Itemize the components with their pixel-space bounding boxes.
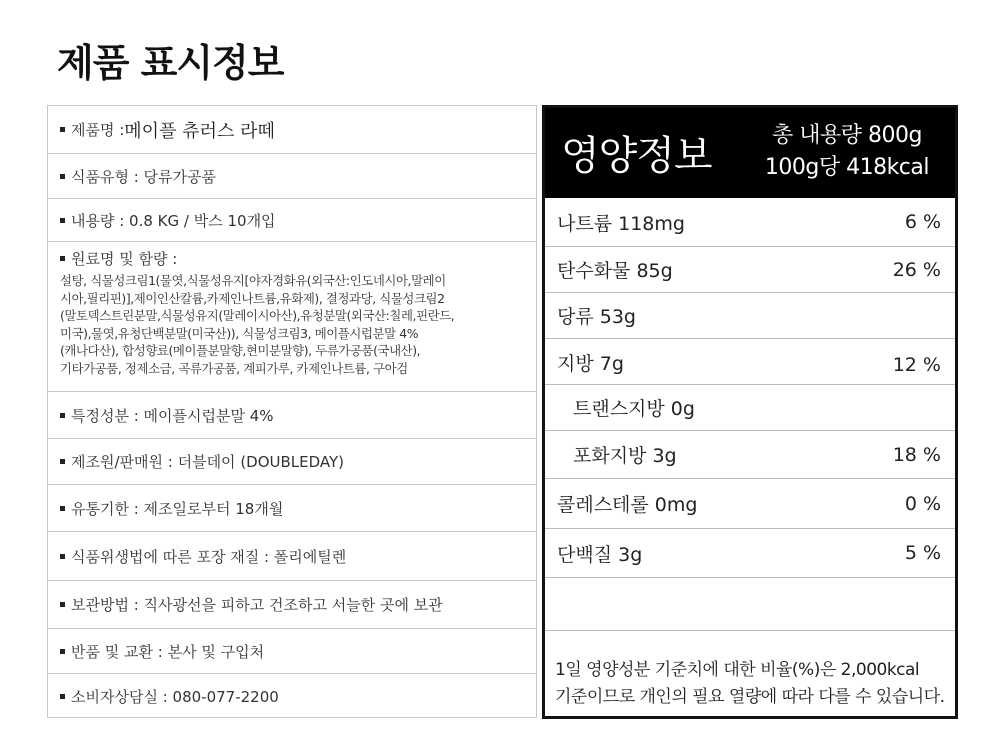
- bullet-icon: [60, 413, 65, 418]
- nutrient-row-cholesterol: [545, 479, 955, 529]
- expiry-text: 유통기한 : 제조일로부터 18개월: [71, 499, 284, 518]
- bullet-icon: [60, 218, 65, 223]
- nutrient-row-sugars: [545, 293, 955, 339]
- nutrient-name: 나트륨 118mg: [557, 212, 685, 235]
- ingredients-label: 원료명 및 함량 :: [71, 250, 178, 268]
- bullet-icon: [60, 554, 65, 559]
- nutrient-row-protein: [545, 529, 955, 578]
- ingredients-heading: [60, 248, 536, 269]
- ingredients-line: 설탕, 식물성크림1(물엿,식물성유지[야자경화유(외국산:인도네시아,말레이: [60, 273, 446, 288]
- total-volume: 총 내용량 800g: [771, 123, 922, 148]
- nutrient-percent: 26 %: [892, 258, 941, 281]
- nutrient-name: 지방 7g: [557, 353, 624, 375]
- packaging-row: [48, 532, 536, 581]
- nutrition-footnote: [545, 651, 955, 716]
- nutrition-panel: [542, 105, 958, 719]
- volume-text: 내용량 : 0.8 KG / 박스 10개입: [71, 211, 276, 230]
- packaging-text: 식품위생법에 따른 포장 재질 : 폴리에틸렌: [71, 547, 347, 566]
- ingredients-row: [48, 242, 536, 392]
- bullet-icon: [60, 694, 65, 699]
- manufacturer-text: 제조원/판매원 : 더블데이 (DOUBLEDAY): [71, 453, 345, 471]
- nutrition-summary: [765, 120, 929, 184]
- nutrient-row-trans-fat: [545, 385, 955, 431]
- footnote-line: 1일 영양성분 기준치에 대한 비율(%)은 2,000kcal: [555, 660, 920, 680]
- contact-text: 소비자상담실 : 080-077-2200: [71, 687, 279, 706]
- storage-row: [48, 581, 536, 629]
- nutrient-percent: 0 %: [904, 492, 941, 515]
- nutrient-name: 트랜스지방 0g: [573, 398, 695, 420]
- ingredients-line: 시아,필리핀)],제이인산칼륨,카제인나트륨,유화제), 결정과당, 식물성크림2: [60, 290, 445, 306]
- nutrient-name: 콜레스테롤 0mg: [557, 494, 698, 516]
- bullet-icon: [60, 649, 65, 654]
- product-name-value: 메이플 츄러스 라떼: [124, 120, 275, 142]
- special-ingredient-text: 특정성분 : 메이플시럽분말 4%: [71, 406, 274, 425]
- bullet-icon: [60, 459, 65, 464]
- nutrient-row-carbs: [545, 247, 955, 293]
- volume-row: [48, 199, 536, 242]
- product-name-label: 제품명 :: [71, 121, 125, 139]
- product-info-table: [47, 105, 537, 718]
- returns-text: 반품 및 교환 : 본사 및 구입처: [71, 642, 265, 661]
- nutrient-row-empty: [545, 578, 955, 631]
- nutrient-row-fat: [545, 339, 955, 385]
- nutrient-percent: 5 %: [904, 542, 941, 564]
- nutrient-name: 탄수화물 85g: [557, 260, 673, 282]
- nutrient-percent: 18 %: [892, 443, 941, 466]
- expiry-row: [48, 485, 536, 532]
- nutrient-row-saturated-fat: [545, 431, 955, 479]
- nutrition-header: [545, 108, 955, 198]
- returns-row: [48, 629, 536, 674]
- contact-row: [48, 674, 536, 718]
- bullet-icon: [60, 256, 65, 261]
- ingredients-line: 미국),물엿,유청단백분말(미국산)), 식물성크림3, 메이플시럽분말 4%: [60, 325, 419, 341]
- calories-per-100g: 100g당 418kcal: [764, 155, 929, 180]
- page-title: 제품 표시정보: [57, 41, 284, 85]
- ingredients-line: (캐나다산), 합성향료(메이플분말향,현미분말향), 두류가공품(국내산),: [60, 343, 421, 358]
- food-type-text: 식품유형 : 당류가공품: [71, 167, 217, 186]
- special-ingredient-row: [48, 392, 536, 439]
- bullet-icon: [60, 174, 65, 179]
- storage-text: 보관방법 : 직사광선을 피하고 건조하고 서늘한 곳에 보관: [71, 596, 443, 614]
- nutrient-name: 포화지방 3g: [573, 445, 677, 467]
- nutrient-percent: 6 %: [904, 211, 941, 233]
- manufacturer-row: [48, 439, 536, 485]
- nutrient-name: 당류 53g: [557, 306, 636, 328]
- footnote-line: 기준이므로 개인의 필요 열량에 따라 다를 수 있습니다.: [555, 687, 945, 707]
- bullet-icon: [60, 602, 65, 607]
- bullet-icon: [60, 506, 65, 511]
- bullet-icon: [60, 127, 65, 132]
- nutrient-name: 단백질 3g: [557, 543, 643, 566]
- nutrition-title: 영양정보: [561, 133, 712, 179]
- nutrient-row-sodium: [545, 198, 955, 247]
- ingredients-line: 기타가공품, 정제소금, 곡류가공품, 계피가루, 카제인나트륨, 구아검: [60, 360, 408, 376]
- ingredients-line: (말토덱스트린분말,식물성유지(말레이시아산),유청분말(외국산:칠레,핀란드,: [60, 308, 455, 323]
- food-type-row: [48, 154, 536, 199]
- product-name-row: [48, 106, 536, 154]
- nutrient-percent: 12 %: [892, 354, 941, 376]
